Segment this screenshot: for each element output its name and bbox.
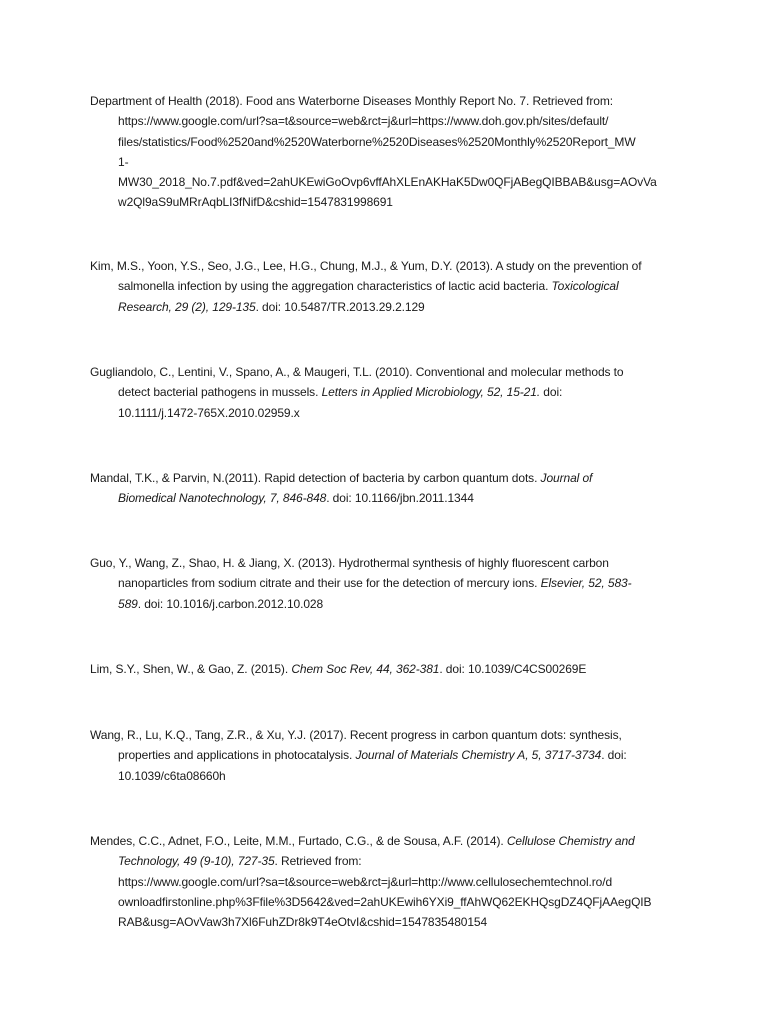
reference-italic-text: Letters in Applied Microbiology, 52, 15-21.: [321, 385, 541, 400]
reference-text: Wang, R., Lu, K.Q., Tang, Z.R., & Xu, Y.J. (2017). Recent progress in carbon quantum dots: synthesis,: [90, 728, 622, 742]
reference-entry: [90, 91, 680, 213]
reference-line: [90, 851, 680, 871]
reference-line: [90, 256, 680, 276]
reference-text: nanoparticles from sodium citrate and their use for the detection of mercury ions.: [118, 576, 541, 591]
reference-line: [90, 362, 680, 382]
reference-text: RAB&usg=AOvVaw3h7Xl6FuhZDr8k9T4eOtvI&cshid=1547835480154: [118, 915, 488, 930]
reference-text: files/statistics/Food%2520and%2520Waterborne%2520Diseases%2520Monthly%2520Report_MW: [118, 134, 636, 149]
reference-text: 1-: [118, 154, 129, 169]
reference-italic-text: Biomedical Nanotechnology, 7, 846-848: [118, 491, 327, 506]
reference-text: . doi:: [601, 748, 627, 763]
reference-text: w2Ql9aS9uMRrAqbLI3fNifD&cshid=1547831998691: [118, 195, 393, 210]
reference-text: . doi: 10.1016/j.carbon.2012.10.028: [137, 596, 324, 611]
reference-text: 10.1039/c6ta08660h: [118, 768, 226, 783]
reference-entry: [90, 256, 680, 317]
reference-italic-text: Journal of: [540, 471, 593, 485]
reference-line: [90, 488, 680, 508]
reference-line: [90, 659, 680, 679]
reference-line: [90, 276, 680, 296]
reference-line: [90, 468, 680, 488]
reference-text: Kim, M.S., Yoon, Y.S., Seo, J.G., Lee, H.G., Chung, M.J., & Yum, D.Y. (2013). A study on the prevention of: [90, 259, 642, 273]
reference-text: MW30_2018_No.7.pdf&ved=2ahUKEwiGoOvp6vffAhXLEnAKHaK5Dw0QFjABegQIBBAB&usg=AOvVa: [118, 175, 657, 190]
reference-text: 10.1111/j.1472-765X.2010.02959.x: [118, 405, 300, 420]
reference-line: [90, 403, 680, 423]
reference-line: [90, 872, 680, 892]
reference-text: https://www.google.com/url?sa=t&source=web&rct=j&url=http://www.cellulosechemtechnol.ro/d: [118, 874, 613, 889]
reference-line: [90, 172, 680, 192]
reference-line: [90, 152, 680, 172]
reference-text: . doi: 10.1039/C4CS00269E: [439, 662, 587, 676]
reference-entry: [90, 659, 680, 679]
reference-italic-text: Chem Soc Rev, 44, 362-381: [291, 662, 440, 676]
reference-text: properties and applications in photocatalysis.: [118, 748, 356, 763]
reference-entry: [90, 468, 680, 509]
reference-text: . Retrieved from:: [274, 854, 362, 869]
reference-entry: [90, 831, 680, 932]
reference-line: [90, 745, 680, 765]
reference-text: Department of Health (2018). Food ans Waterborne Diseases Monthly Report No. 7. Retrieved from:: [90, 94, 613, 108]
reference-line: [90, 725, 680, 745]
reference-line: [90, 553, 680, 573]
reference-text: doi:: [540, 385, 563, 400]
reference-text: Gugliandolo, C., Lentini, V., Spano, A., & Maugeri, T.L. (2010). Conventional and molecular methods to: [90, 365, 624, 379]
reference-text: . doi: 10.5487/TR.2013.29.2.129: [255, 299, 425, 314]
reference-line: [90, 192, 680, 212]
reference-text: https://www.google.com/url?sa=t&source=web&rct=j&url=https://www.doh.gov.ph/sites/default/: [118, 114, 609, 129]
reference-entry: [90, 725, 680, 786]
reference-text: detect bacterial pathogens in mussels.: [118, 385, 322, 400]
reference-text: ownloadfirstonline.php%3Ffile%3D5642&ved=2ahUKEwih6YXi9_ffAhWQ62EKHQsgDZ4QFjAAegQIB: [118, 894, 652, 909]
reference-italic-text: 589: [118, 596, 138, 611]
reference-text: Mendes, C.C., Adnet, F.O., Leite, M.M., Furtado, C.G., & de Sousa, A.F. (2014).: [90, 834, 507, 848]
reference-text: Lim, S.Y., Shen, W., & Gao, Z. (2015).: [90, 662, 292, 676]
reference-line: [90, 594, 680, 614]
reference-text: . doi: 10.1166/jbn.2011.1344: [326, 491, 474, 506]
reference-line: [90, 111, 680, 131]
reference-italic-text: Research, 29 (2), 129-135: [118, 299, 256, 314]
reference-line: [90, 892, 680, 912]
reference-line: [90, 91, 680, 111]
reference-text: Mandal, T.K., & Parvin, N.(2011). Rapid detection of bacteria by carbon quantum dots.: [90, 471, 541, 485]
reference-line: [90, 573, 680, 593]
reference-entry: [90, 553, 680, 614]
reference-entry: [90, 362, 680, 423]
reference-line: [90, 831, 680, 851]
reference-line: [90, 766, 680, 786]
reference-italic-text: Technology, 49 (9-10), 727-35: [118, 854, 275, 869]
reference-italic-text: Elsevier, 52, 583-: [540, 576, 632, 591]
reference-line: [90, 132, 680, 152]
reference-text: Guo, Y., Wang, Z., Shao, H. & Jiang, X. (2013). Hydrothermal synthesis of highly fluorescent carbon: [90, 556, 609, 570]
reference-italic-text: Journal of Materials Chemistry A, 5, 3717-3734: [355, 748, 602, 763]
reference-italic-text: Cellulose Chemistry and: [506, 834, 635, 848]
reference-italic-text: Toxicological: [551, 279, 619, 294]
reference-line: [90, 382, 680, 402]
reference-line: [90, 912, 680, 932]
reference-line: [90, 297, 680, 317]
reference-text: salmonella infection by using the aggregation characteristics of lactic acid bacteria.: [118, 279, 552, 294]
